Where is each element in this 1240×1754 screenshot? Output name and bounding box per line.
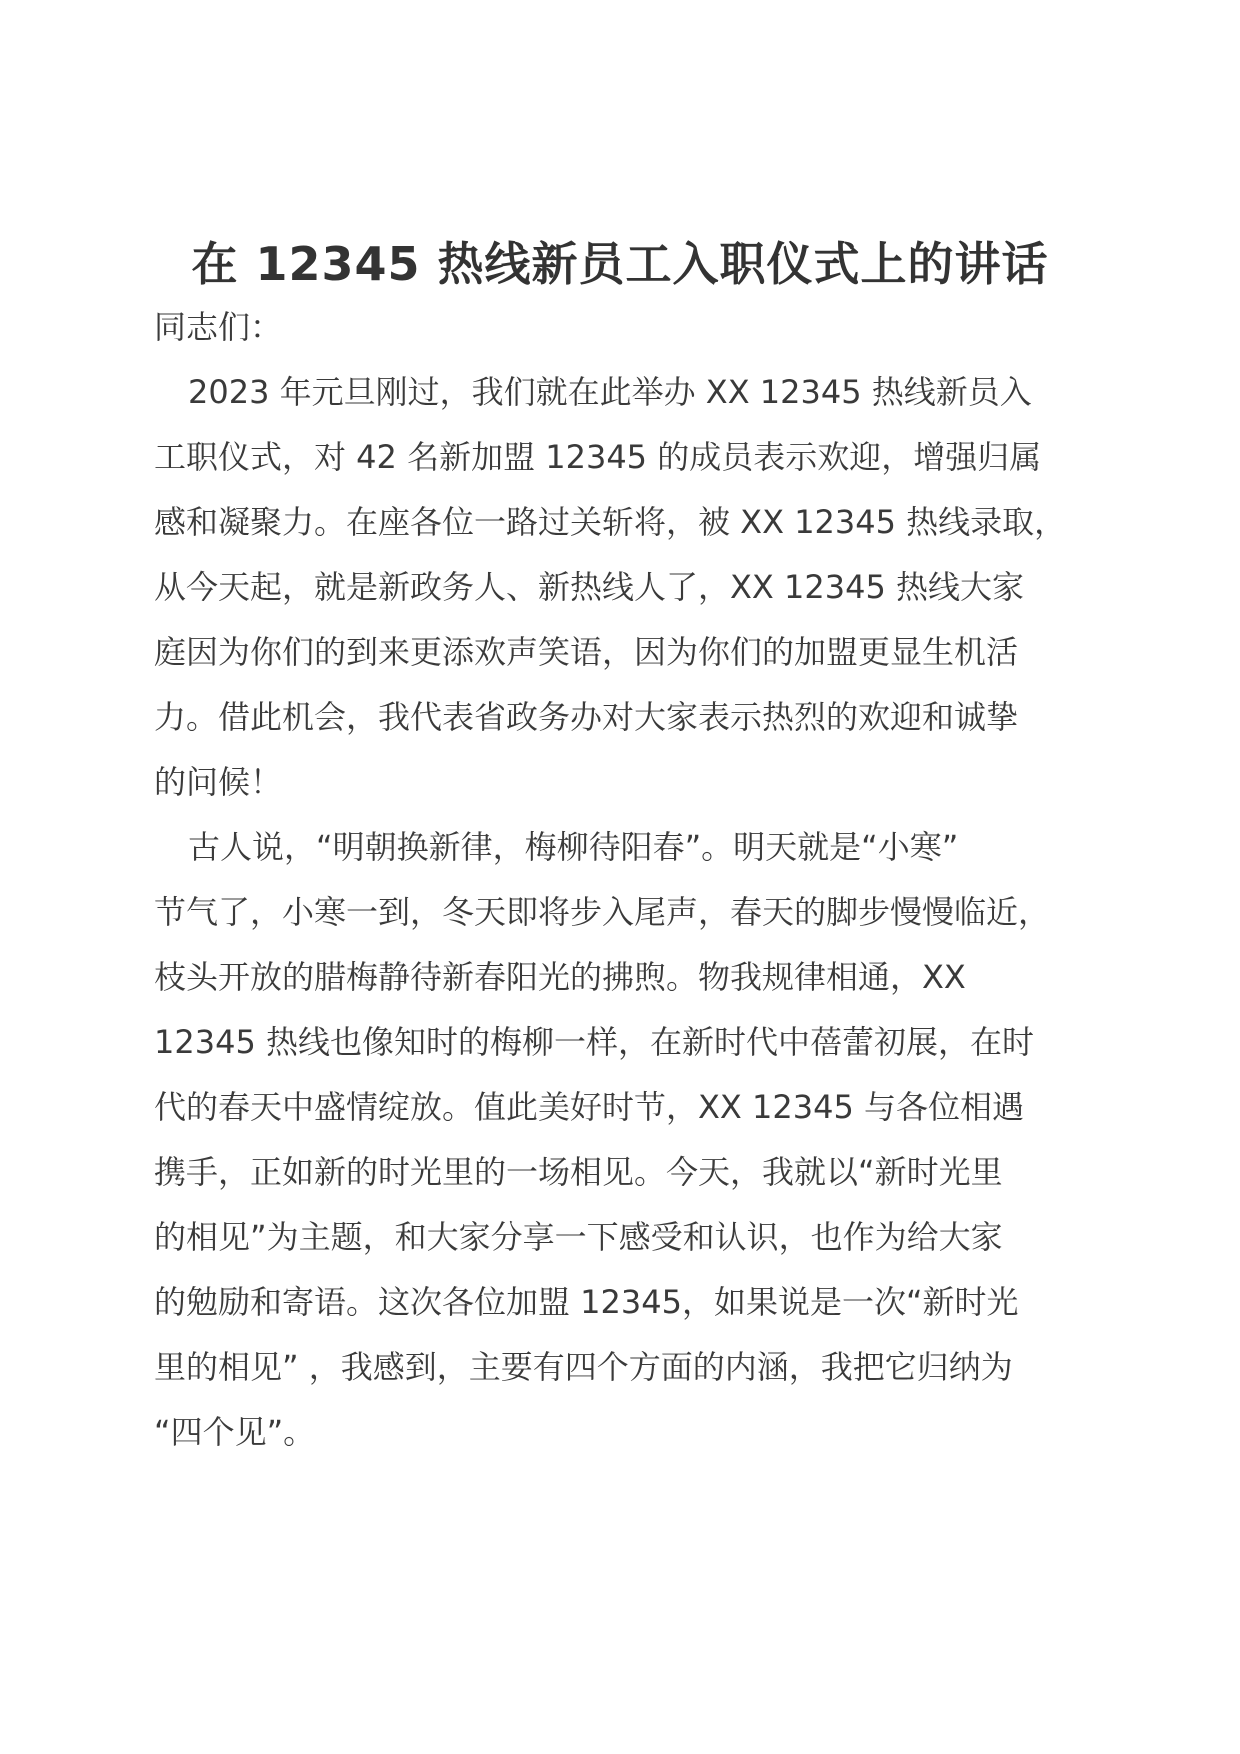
document-title: 在 12345 热线新员工入职仪式上的讲话 <box>191 237 1049 291</box>
paragraph-line: 枝头开放的腊梅静待新春阳光的拂煦。物我规律相通，XX <box>154 958 966 996</box>
paragraph-line: 工职仪式，对 42 名新加盟 12345 的成员表示欢迎，增强归属 <box>154 438 1042 476</box>
paragraph-line: 感和凝聚力。在座各位一路过关斩将，被 XX 12345 热线录取， <box>154 503 1067 541</box>
paragraph-line: 力。借此机会，我代表省政务办对大家表示热烈的欢迎和诚挚 <box>154 698 1019 736</box>
paragraph-line: 的问候！ <box>154 763 283 801</box>
salutation: 同志们： <box>154 308 283 346</box>
paragraph-line: 从今天起，就是新政务人、新热线人了，XX 12345 热线大家 <box>154 568 1024 606</box>
paragraph-line: 节气了，小寒一到，冬天即将步入尾声，春天的脚步慢慢临近， <box>154 893 1051 931</box>
paragraph-line: 古人说，“明朝换新律，梅柳待阳春”。明天就是“小寒” <box>188 828 959 866</box>
paragraph-line: 的勉励和寄语。这次各位加盟 12345，如果说是一次“新时光 <box>154 1283 1019 1321</box>
paragraph-line: 庭因为你们的到来更添欢声笑语，因为你们的加盟更显生机活 <box>154 633 1019 671</box>
paragraph-line: 的相见”为主题，和大家分享一下感受和认识，也作为给大家 <box>154 1218 1003 1256</box>
paragraph-line: 携手，正如新的时光里的一场相见。今天，我就以“新时光里 <box>154 1153 1003 1191</box>
paragraph-line: 12345 热线也像知时的梅柳一样，在新时代中蓓蕾初展，在时 <box>154 1023 1034 1061</box>
paragraph-line: 里的相见” ，我感到，主要有四个方面的内涵，我把它归纳为 <box>154 1348 1013 1386</box>
paragraph-line: 2023 年元旦刚过，我们就在此举办 XX 12345 热线新员入 <box>188 373 1032 411</box>
paragraph-line: 代的春天中盛情绽放。值此美好时节，XX 12345 与各位相遇 <box>154 1088 1024 1126</box>
paragraph-line: “四个见”。 <box>154 1413 316 1451</box>
